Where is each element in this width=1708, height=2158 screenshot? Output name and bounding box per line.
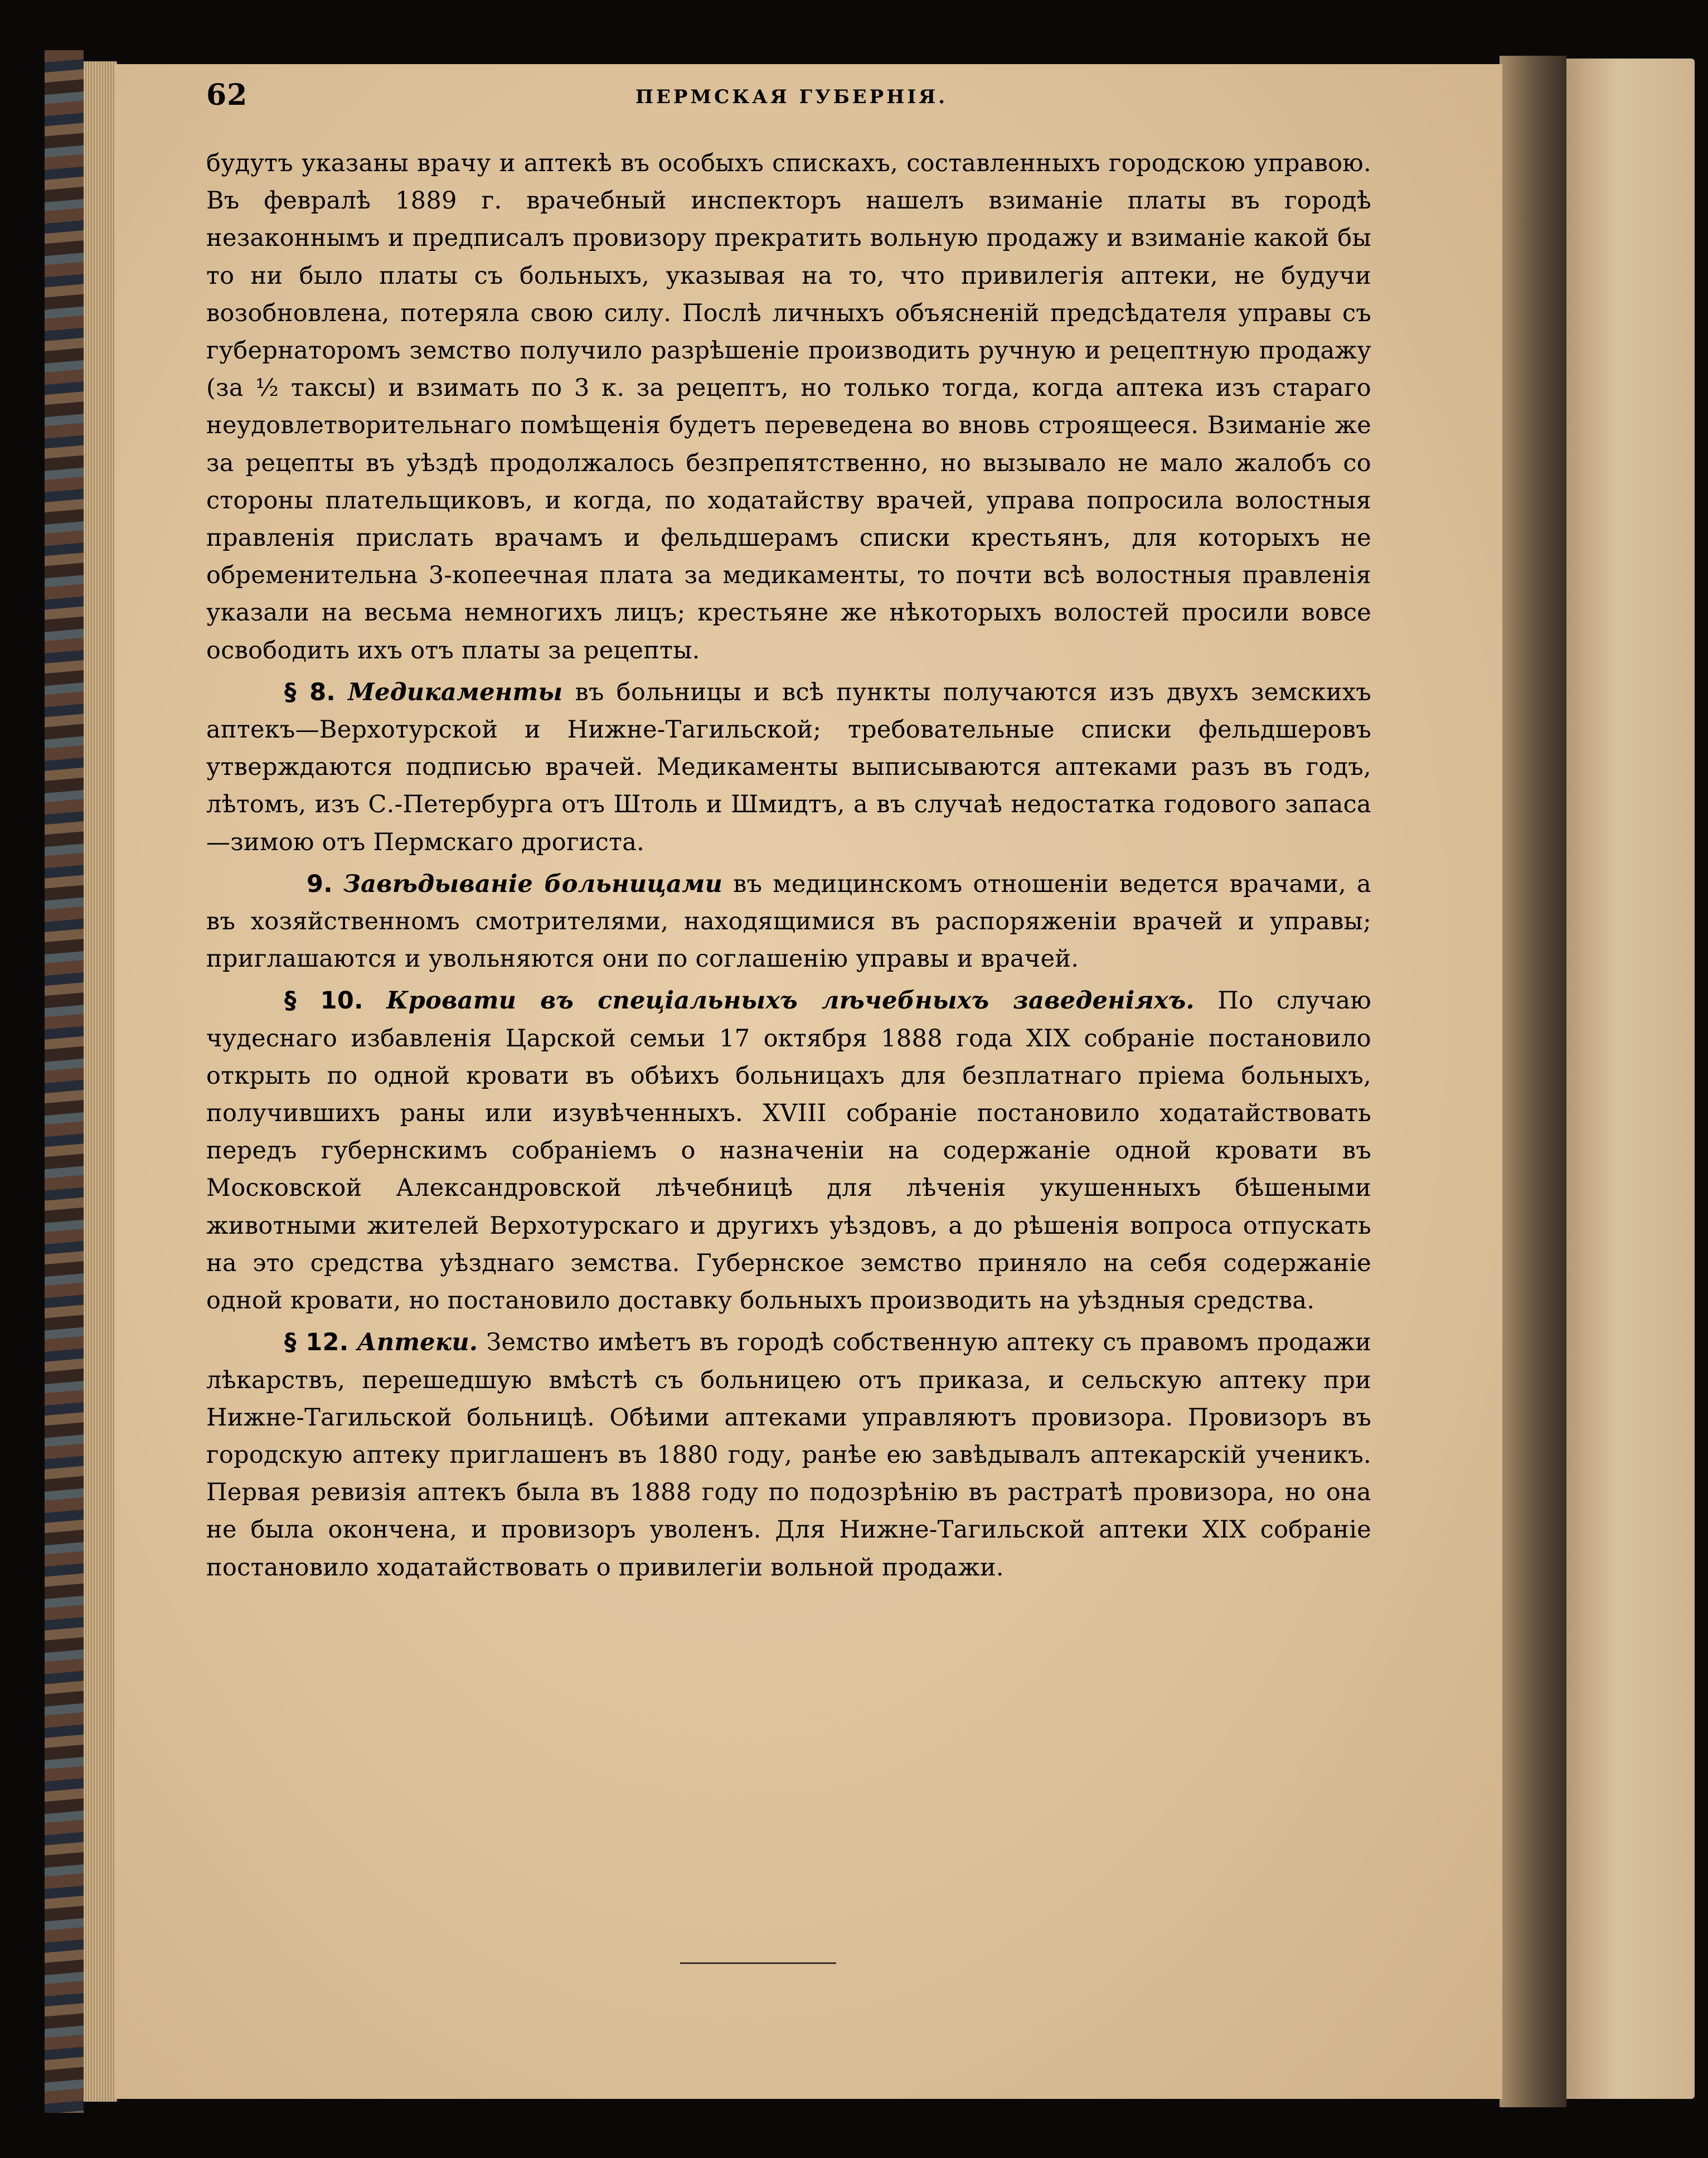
paragraph-text: въ медицинскомъ отношеніи ведется врачами, а въ хозяйственномъ смотрителями, находящимися въ распоряженіи врачей и управы; приглашаются и увольняются они по соглашенію управы и врачей. <box>206 870 1371 973</box>
section-title: Завѣдываніе больницами <box>343 870 723 898</box>
paragraph-text: будутъ указаны врачу и аптекѣ въ особыхъ спискахъ, составленныхъ городскою управою. Въ февралѣ 1889 г. врачебный инспекторъ нашелъ взиманіе платы въ городѣ незаконнымъ и предписалъ провизору прекратить вольную продажу и взиманіе какой бы то ни было платы съ больныхъ, указывая на то, что привилегія аптеки, не будучи возобновлена, потеряла свою силу. Послѣ личныхъ объясненій предсѣдателя управы съ губернаторомъ земство получило разрѣшеніе производить ручную и рецептную продажу (за ½ таксы) и взимать по 3 к. за рецептъ, но только тогда, когда аптека изъ стараго неудовлетворительнаго помѣщенія будетъ переведена во вновь строящееся. Взиманіе же за рецепты въ уѣздѣ продолжалось безпрепятственно, но вызывало не мало жалобъ со стороны плательщиковъ, и когда, по ходатайству врачей, управа попросила волостныя правленія прислать врачамъ и фельдшерамъ списки крестьянъ, для которыхъ не обременительна 3-копеечная плата за медикаменты, то почти всѣ волостныя правленія указали на весьма немногихъ лицъ; крестьяне же нѣкоторыхъ волостей просили вовсе освободить ихъ отъ платы за рецепты. <box>206 149 1371 665</box>
section-number: § 10. <box>284 987 363 1015</box>
running-head: ПЕРМСКАЯ ГУБЕРНІЯ. <box>635 86 948 108</box>
section-10-paragraph <box>206 982 1371 1320</box>
paragraph-continuation <box>206 145 1371 670</box>
section-title: Кровати въ спеціальныхъ лѣчебныхъ заведеніяхъ. <box>386 987 1195 1015</box>
section-12-paragraph <box>206 1324 1371 1586</box>
paragraph-text: Земство имѣетъ въ городѣ собственную аптеку съ правомъ продажи лѣкарствъ, перешедшую вмѣстѣ съ больницею отъ приказа, и сельскую аптеку при Нижне-Тагильской больницѣ. Обѣими аптеками управляютъ провизора. Провизоръ въ городскую аптеку приглашенъ въ 1880 году, ранѣе ею завѣдывалъ аптекарскій ученикъ. Первая ревизія аптекъ была въ 1888 году по подозрѣнію въ растратѣ провизора, но она не была окончена, и провизоръ уволенъ. Для Нижне-Тагильской аптеки XIX собраніе постановило ходатайствовать о привилегіи вольной продажи. <box>206 1328 1371 1582</box>
facing-page-edge <box>1566 59 1695 2099</box>
marbled-cover-edge <box>45 50 84 2113</box>
end-rule-divider <box>680 1962 836 1964</box>
section-8-paragraph <box>206 674 1371 861</box>
page-header <box>206 78 1377 128</box>
section-title: Медикаменты <box>348 678 563 706</box>
paragraph-text: По случаю чудеснаго избавленія Царской семьи 17 октября 1888 года XIX собраніе постановило открыть по одной кровати въ обѣихъ больницахъ для безплатнаго пріема больныхъ, получившихъ раны или изувѣченныхъ. XVIII собраніе постановило ходатайствовать передъ губернскимъ собраніемъ о назначеніи на содержаніе одной кровати въ Московской Александровской лѣчебницѣ для лѣченія укушенныхъ бѣшеными животными жителей Верхотурскаго и другихъ уѣздовъ, а до рѣшенія вопроса отпускать на это средства уѣзднаго земства. Губернское земство приняло на себя содержаніе одной кровати, но постановило доставку больныхъ производить на уѣздныя средства. <box>206 987 1371 1315</box>
page-stack-edge <box>84 61 117 2102</box>
section-number: § 8. <box>284 678 336 706</box>
section-number: 9. <box>307 870 333 898</box>
paragraph-text: въ больницы и всѣ пункты получаются изъ двухъ земскихъ аптекъ—Верхотурской и Нижне-Тагильской; требовательные списки фельдшеровъ утверждаются подписью врачей. Медикаменты выписываются аптеками разъ въ годъ, лѣтомъ, изъ С.-Петербурга отъ Штоль и Шмидтъ, а въ случаѣ недостатка годового запаса—зимою отъ Пермскаго дрогиста. <box>206 678 1372 856</box>
section-9-paragraph <box>206 866 1371 978</box>
page-number: 62 <box>206 78 248 112</box>
body-text <box>206 145 1371 1587</box>
section-number: § 12. <box>284 1328 349 1357</box>
section-title: Аптеки. <box>357 1328 478 1357</box>
book-spine-shadow <box>1500 56 1566 2107</box>
